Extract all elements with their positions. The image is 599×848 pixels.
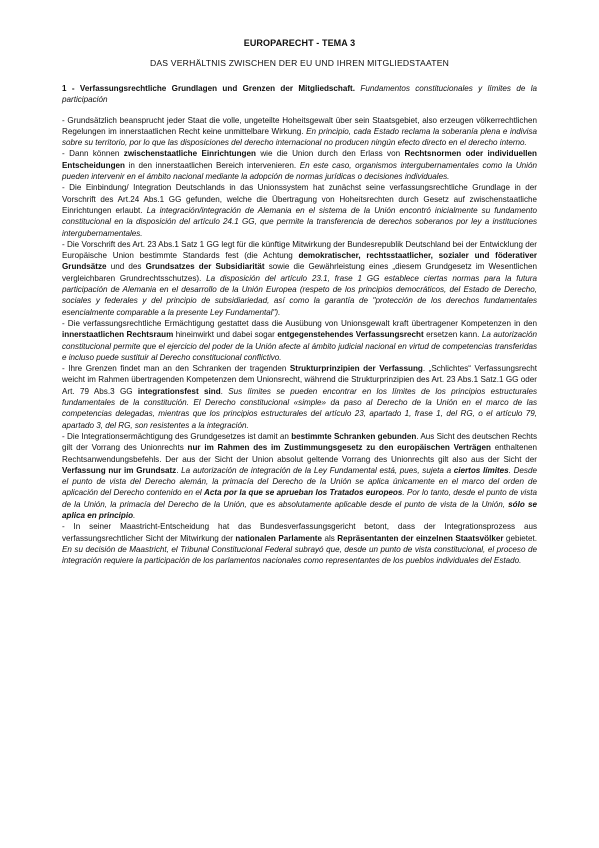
paragraph-text: wie die Union durch den Erlass von [255, 149, 405, 159]
paragraph-text: sowie die Gewährleistung eines „diesem Grundgesetz im Wesentlichen vergleichbaren Grundrechtsschutzes). [62, 262, 537, 283]
emphasis-text: sólo se aplica en principio [62, 499, 537, 520]
translation-text: La autorización de integración de la Ley Fundamental está, pues, sujeta a [181, 465, 454, 475]
section-title-spanish: Fundamentos constitucionales y límites de la participación [62, 84, 537, 105]
paragraph-text: - Die Vorschrift des Art. 23 Abs.1 Satz 1 GG legt für die künftige Mitwirkung der Bundesrepublik Deutschland bei der Entwicklung der Europäische Union bestimmte Standards fest (die Achtung [62, 239, 537, 261]
section-heading-german [62, 84, 355, 93]
section-heading [62, 83, 537, 106]
section-title-german: Verfassungsrechtliche Grundlagen und Grenzen der Mitgliedschaft. [79, 84, 355, 93]
emphasis-text: zwischenstaatliche Einrichtungen [123, 149, 256, 159]
document-subtitle: DAS VERHÄLTNIS ZWISCHEN DER EU UND IHREN MITGLIEDSTAATEN [149, 58, 450, 68]
paragraph-text: - Grundsätzlich beansprucht jeder Staat die volle, ungeteilte Hoheitsgewalt über sein Staatsgebiet, also erzeugen völkerrechtlichen Regelungen im innerstaatlichen Recht keine unmittelbare Wirkung. [62, 115, 537, 136]
emphasis-text: bestimmte Schranken gebunden [291, 431, 417, 441]
translation-text: En este caso, organismos intergubernamentales como la Unión pueden intervenir en el ámbito nacional mediante la adopción de normas jurídicas o decisiones individuales. [62, 160, 537, 182]
paragraph-text: ersetzen kann. [423, 330, 482, 340]
emphasis-text: integrationsfest sind [137, 386, 221, 396]
paragraph-text: - In seiner Maastricht-Entscheidung hat das Bundesverfassungsgericht betont, dass der Integrationsprozess aus verfassungsrechtlicher Sicht der Mitwirkung der [62, 522, 537, 543]
emphasis-text: Repräsentanten der einzelnen Staatsvölker [337, 533, 504, 543]
paragraph-text: . [176, 465, 182, 475]
document-title: EUROPARECHT - TEMA 3 [243, 38, 356, 48]
paragraph-text: gebietet. [503, 533, 537, 543]
translation-text: La autorización constitucional permite que el ejercicio del poder de la Unión afecte al ámbito judicial nacional en virtud de competencias transferidas e incluso puede sustituir al Derecho constitucional conflictivo. [62, 330, 537, 362]
emphasis-text: nur im Rahmen des im Zustimmungsgesetz zu den europäischen Verträgen [187, 443, 491, 453]
emphasis-text: ciertos límites [453, 465, 509, 475]
emphasis-text: Verfassung nur im Grundsatz [62, 465, 177, 475]
paragraph [62, 115, 537, 149]
translation-text: La disposición del artículo 23.1, frase 1 GG establece ciertas normas para la futura participación de Alemania en el desarrollo de la Unión Europea (respeto de los principios democráticos, del Estado de Derecho, sociales y federales y del principio de subsidiariedad, así como la garantía de "protección de los derechos fundamentales esencialmente comparable a la presente Ley Fundamental"). [62, 273, 537, 317]
section-number: 1 - [62, 84, 80, 93]
paragraph-text: . Aus Sicht des deutschen Rechts gilt der Vorrang des Unionrechts [62, 431, 538, 453]
paragraph-text: - Die Einbindung/ Integration Deutschlands in das Unionssystem hat zunächst seine verfassungsrechtliche Grundlage in der Vorschrift des Art.24 Abs.1 GG gefunden, welche die Übertragung von Hoheitsrechten durch Gesetz auf zwischenstaatliche Einrichtungen erlaubt. [62, 183, 537, 215]
translation-text: Sus límites se pueden encontrar en los límites de los principios estructurales fundamentales de la constitución. El Derecho constitucional «simple» da paso al Derecho de la Unión en el marco de las competencias delegadas, mientras que los principios estructurales del artículo 23, apartado 1, frase 1, del RG, o el artículo 79, apartado 3, del RG, son resistentes a la integración. [62, 386, 538, 430]
paragraph [62, 148, 537, 182]
emphasis-text: demokratischer, rechtsstaatlicher, sozialer und föderativer Grundsätze [62, 251, 537, 272]
paragraph-list [62, 115, 537, 567]
document-body [62, 83, 537, 566]
paragraph [62, 318, 537, 363]
emphasis-text: Grundsatzes der Subsidiarität [145, 262, 265, 272]
translation-text: La integración/integración de Alemania en el sistema de la Unión encontró inicialmente su fundamento constitucional en la disposición del artículo 24.1 GG, que permite la transferencia de derechos soberanos por ley a instituciones intergubernamentales. [62, 205, 537, 238]
emphasis-text: innerstaatlichen Rechtsraum [62, 330, 174, 340]
paragraph [62, 182, 537, 238]
emphasis-text: Acta por la que se aprueban los Tratados europeos [204, 488, 403, 498]
paragraph [62, 363, 537, 431]
paragraph [62, 239, 537, 318]
paragraph [62, 431, 537, 521]
emphasis-text: Strukturprinzipien der Verfassung [289, 364, 423, 374]
paragraph-text: - Ihre Grenzen findet man an den Schranken der tragenden [62, 364, 290, 374]
paragraph-text: enthaltenen Rechtsanwendungsbefehls. Der aus der Sicht der Union absolut geltende Vorrang des Unionrechts gilt also aus der Sicht der [62, 443, 538, 464]
translation-text: En su decisión de Maastricht, el Tribunal Constitucional Federal subrayó que, desde un punto de vista constitucional, el proceso de integración requiere la participación de los parlamentos nacionales como representantes de los pueblos individuales del Estado. [62, 544, 537, 566]
paragraph-text: . „Schlichtes“ Verfassungsrecht weicht im Rahmen übertragenden Kompetenzen dem Unionsrecht, während die Strukturprinzipien des Art. 23 Abs.1 Satz.1 GG oder Art. 79 Abs.3 GG [62, 364, 537, 396]
paragraph [62, 521, 537, 566]
paragraph-text: in den innerstaatlichen Bereich intervenieren. [124, 160, 300, 170]
translation-text: . Por lo tanto, desde el punto de vista de la Unión, la primacía del Derecho de la Unión, que es absolutamente aplicable desde el punto de vista de la Unión, [62, 488, 537, 509]
paragraph-text: - Die verfassungsrechtliche Ermächtigung gestattet dass die Ausübung von Unionsgewalt kraft übertragener Kompetenzen in den [62, 318, 537, 328]
emphasis-text: nationalen Parlamente [235, 533, 322, 543]
paragraph-text: und des [106, 262, 146, 272]
paragraph-text: als [321, 533, 338, 543]
paragraph-text: . [220, 386, 229, 396]
translation-text: . Desde el punto de vista del Derecho alemán, la primacía del Derecho de la Unión se aplica únicamente en el marco del orden de aplicación del Derecho contenido en el [62, 465, 537, 498]
emphasis-text: entgegenstehendes Verfassungsrecht [277, 330, 424, 340]
emphasis-text: Rechtsnormen oder individuellen Entscheidungen [62, 149, 537, 170]
paragraph-text: hineinwirkt und dabei sogar [173, 330, 278, 340]
translation-text: En principio, cada Estado reclama la soberanía plena e indivisa sobre su territorio, por lo que las disposiciones del derecho internacional no producen ningún efecto directo en el derecho interno. [62, 126, 537, 148]
paragraph-text: - Die Integrationsermächtigung des Grundgesetzes ist damit an [62, 431, 292, 441]
translation-text: . [133, 510, 136, 520]
paragraph-text: - Dann können [62, 149, 124, 159]
